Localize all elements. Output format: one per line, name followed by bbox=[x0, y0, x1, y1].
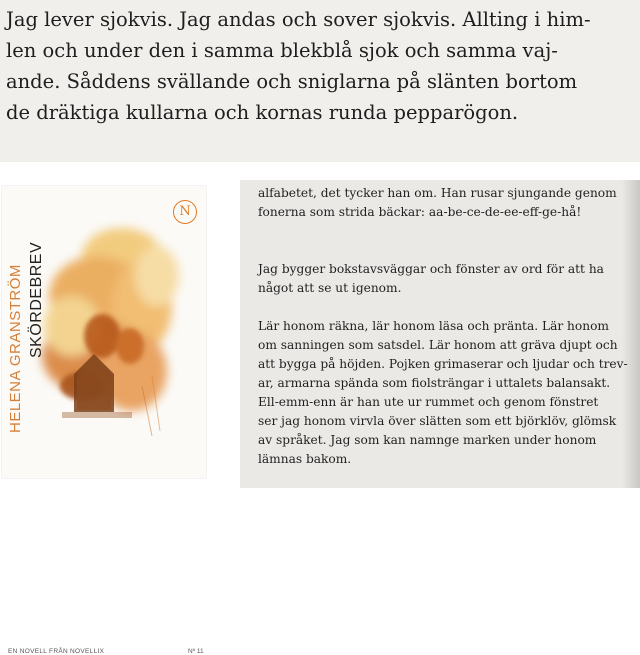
page-line: ser jag honom virvla över slätten som ett björklöv, glömsk bbox=[258, 414, 617, 428]
excerpt-line: len och under den i samma blekblå sjok och samma vaj- bbox=[6, 39, 558, 62]
page-line: Lär honom räkna, lär honom läsa och pränta. Lär honom bbox=[258, 319, 609, 333]
excerpt-line: ande. Såddens svällande och sniglarna på slänten bortom bbox=[6, 70, 578, 93]
page-line: ar, armarna spända som fiolsträngar i uttalets balansakt. bbox=[258, 376, 611, 390]
page-line: att bygga på höjden. Pojken grimaserar och ljudar och trev- bbox=[258, 357, 628, 371]
page-line: av språket. Jag som kan namnge marken under honom bbox=[258, 433, 597, 447]
page-line: fonerna som strida bäckar: aa-be-ce-de-ee-eff-ge-hå! bbox=[258, 205, 582, 219]
excerpt-line: de dräktiga kullarna och kornas runda pepparögon. bbox=[6, 101, 519, 124]
paragraph-2 bbox=[258, 260, 638, 298]
paragraph-3 bbox=[258, 317, 638, 469]
top-excerpt-photo bbox=[0, 0, 640, 162]
book-page-photo bbox=[240, 180, 640, 488]
page-line: om sanningen som satsdel. Lär honom att gräva djupt och bbox=[258, 338, 618, 352]
page-line: Jag bygger bokstavsväggar och fönster av ord för att ha bbox=[258, 262, 604, 276]
book-title: SKÖRDEBREV bbox=[28, 241, 45, 358]
page-line: något att se ut igenom. bbox=[258, 281, 402, 295]
volume-number: Nº 11 bbox=[188, 648, 204, 655]
excerpt-line: Jag lever sjokvis. Jag andas och sover sjokvis. Allting i him- bbox=[6, 8, 591, 31]
page-line: Ell-emm-enn är han ute ur rummet och genom fönstret bbox=[258, 395, 599, 409]
publisher-logo-icon: N bbox=[173, 200, 197, 224]
page-line: lämnas bakom. bbox=[258, 452, 352, 466]
author-name: HELENA GRANSTRÖM bbox=[7, 264, 24, 433]
excerpt-text bbox=[6, 4, 636, 128]
page-line: alfabetet, det tycker han om. Han rusar sjungande genom bbox=[258, 186, 617, 200]
paragraph-1 bbox=[258, 184, 638, 222]
series-label: EN NOVELL FRÅN NOVELLIX bbox=[8, 648, 105, 655]
